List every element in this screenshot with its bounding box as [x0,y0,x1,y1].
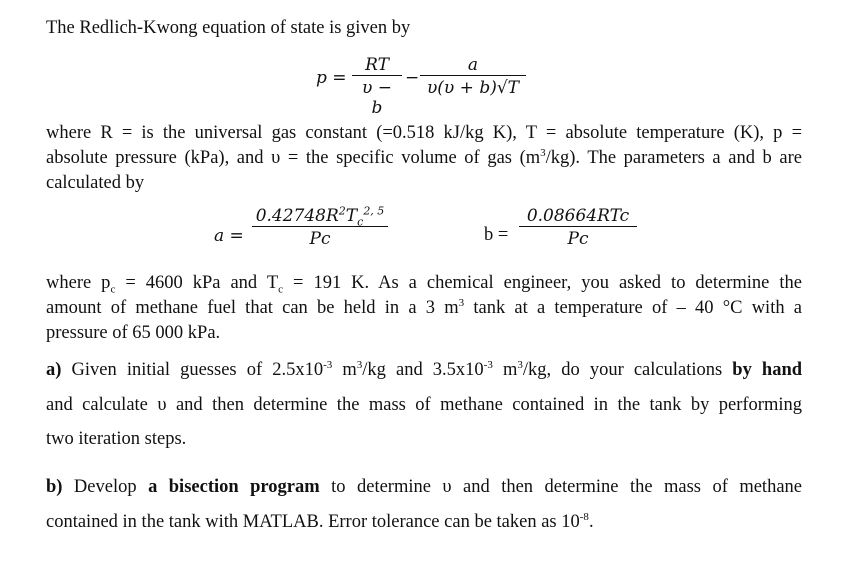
definitions-line-2: absolute pressure (kPa), and υ = the specific volume of gas $(m^3/kg)$. The parameters a and b are [46,146,802,168]
param-a-denominator: Pc [252,226,388,249]
param-b-fraction [519,206,637,249]
part-a-line-1: a) Given initial guesses of $2.5x10^{-3}$ $m^3/kg$ and $3.5x10^{-3}$ $m^3/kg$, do your calculations by hand [46,358,803,380]
eq-term2-numerator: a [467,55,479,75]
param-b-lhs: b = [484,225,509,245]
eq-term1 [352,55,402,118]
part-a-label: a) [46,360,62,380]
eq-minus: − [405,68,420,88]
intro-text: The Redlich-Kwong equation of state is given by [46,18,411,38]
part-b-line-1: b) Develop a bisection program to determine υ and then determine the mass of methane [46,477,802,497]
eq-term2-denominator: υ(υ + b)√T [420,75,526,98]
param-b-numerator: 0.08664RTc [526,206,630,226]
eq-term1-numerator: RT [365,55,389,75]
part-a-line-3: two iteration steps. [46,429,187,449]
definitions-line-3: calculated by [46,173,145,193]
conditions-line-3: pressure of 65 000 kPa. [46,323,221,343]
eq-term1-denominator: υ − b [352,75,402,118]
part-b-line-2: contained in the tank with MATLAB. Error tolerance can be taken as $10^{-8}$. [46,510,594,532]
param-b-denominator: Pc [519,226,637,249]
part-a-line-2: and calculate υ and then determine the mass of methane contained in the tank by performing [46,395,802,415]
eq-term2 [420,55,526,98]
eq-lhs: p = [316,68,347,88]
conditions-line-2: amount of methane fuel that can be held in a 3 $m^3$ tank at a temperature of – 40 °C with a [46,296,803,318]
part-b-label: b) [46,477,63,497]
definitions-line-1: where R = is the universal gas constant (=0.518 kJ/kg K), T = absolute temperature (K), p = [46,123,802,143]
param-a-lhs: a = [214,226,244,246]
conditions-line-1: where $p_c = 4600$ kPa and $T_c = 191$ K. As a chemical engineer, you asked to determine the [46,273,802,296]
param-a-fraction [252,206,388,249]
param-a-numerator: $0.42748R^2T_c^{2, 5}$ [255,204,385,229]
